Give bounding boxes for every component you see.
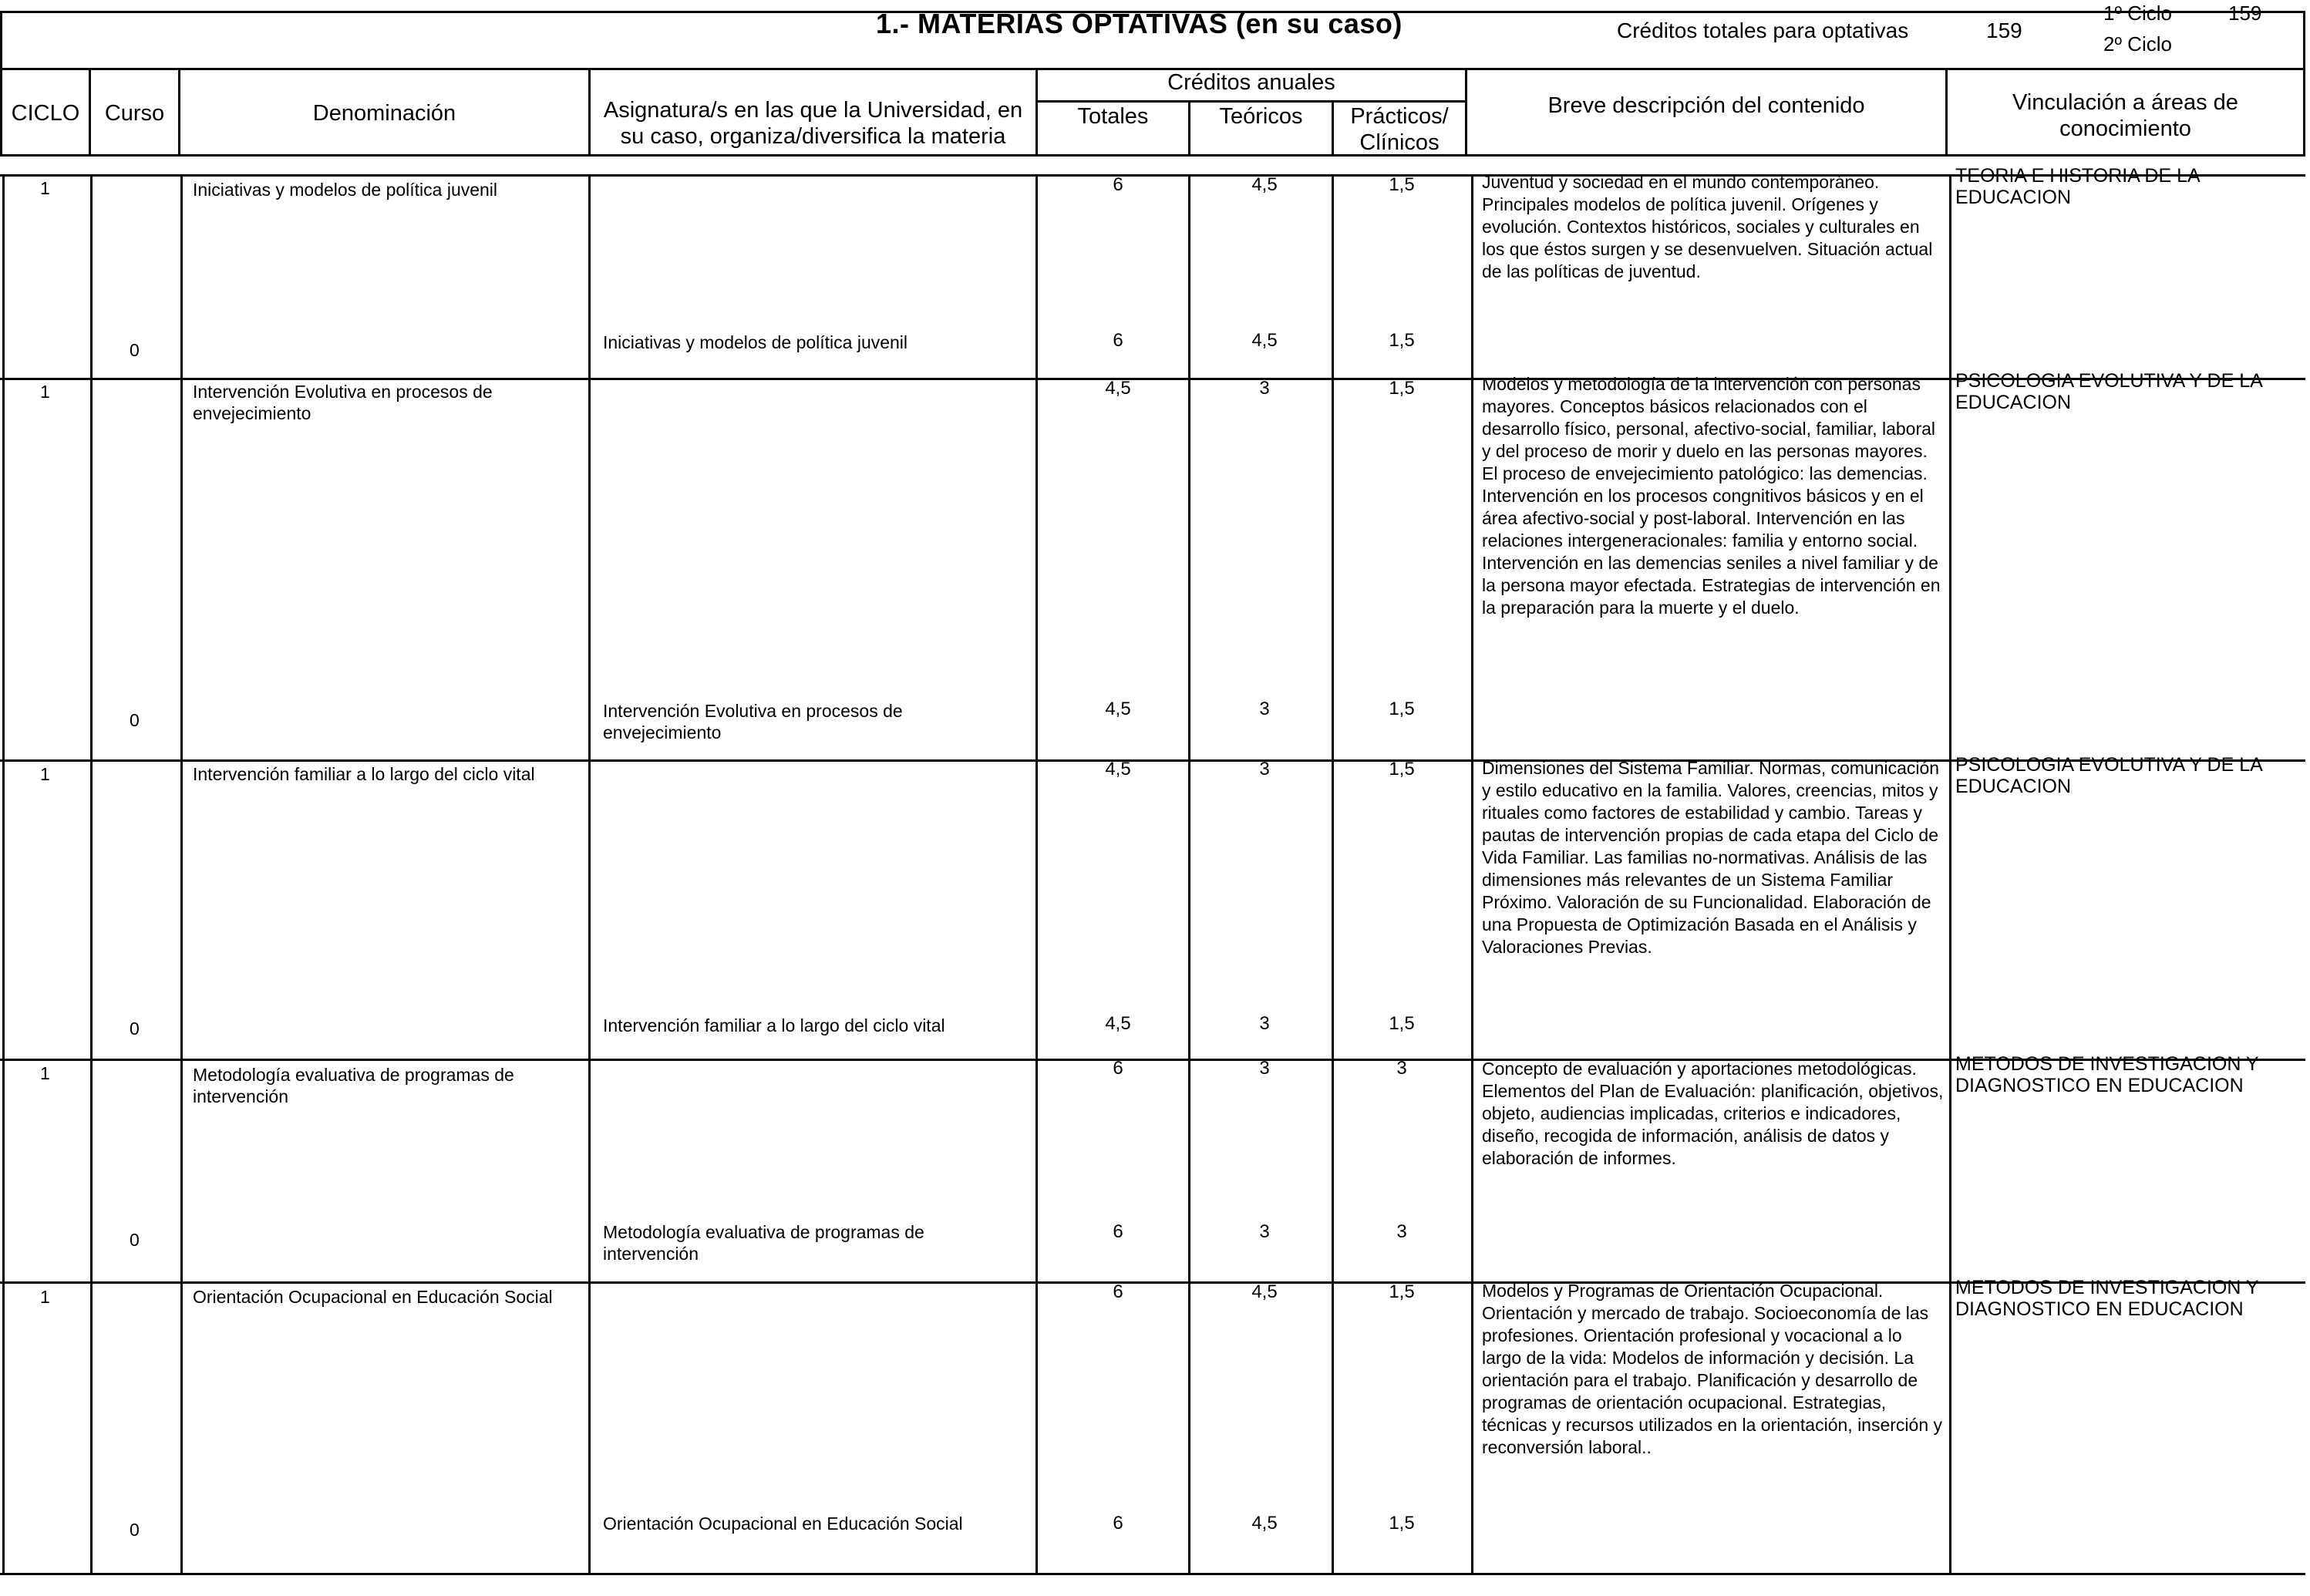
row-teoricos: 3 — [1259, 1013, 1270, 1034]
row-ciclo: 1 — [40, 1063, 50, 1083]
row-ciclo: 1 — [40, 1287, 50, 1307]
row-teoricos-top: 4,5 — [1251, 174, 1278, 195]
row-teoricos-top: 3 — [1259, 759, 1270, 779]
column-header-vinculacion: Vinculación a áreas de conocimiento — [2012, 90, 2238, 141]
row-totales: 6 — [1113, 1221, 1123, 1242]
row-descripcion: Juventud y sociedad en el mundo contemporáneo. Principales modelos de política juvenil. Orígenes y evolución. Contextos históricos, sociales y culturales en los que éstos surgen y se desenvuelven. Situación actual de las políticas de juventud. — [1482, 172, 1933, 281]
row-curso: 0 — [130, 1230, 140, 1250]
row-asignatura: Intervención Evolutiva en procesos de envejecimiento — [603, 701, 903, 742]
row-practicos: 1,5 — [1389, 330, 1415, 351]
row-practicos: 1,5 — [1389, 699, 1415, 719]
row-practicos-top: 1,5 — [1389, 174, 1415, 195]
row-denominacion: Intervención familiar a lo largo del ciclo vital — [193, 764, 535, 784]
row-teoricos: 4,5 — [1251, 330, 1278, 351]
column-header-denominacion: Denominación — [312, 101, 456, 126]
row-totales-top: 6 — [1113, 1281, 1123, 1302]
row-practicos-top: 1,5 — [1389, 1281, 1415, 1302]
row-denominacion: Metodología evaluativa de programas de intervención — [193, 1065, 514, 1106]
document-title: 1.- MATERIAS OPTATIVAS (en su caso) — [876, 8, 1402, 39]
row-area: PSICOLOGIA EVOLUTIVA Y DE LA EDUCACION — [1955, 370, 2262, 413]
row-descripcion: Modelos y metodología de la intervención con personas mayores. Conceptos básicos relacionados con el desarrollo físico, personal, afectivo-social, familiar, laboral y del proceso de morir y duelo en las personas mayores. El proceso de envejecimiento patológico: las demencias. Intervención en los procesos congnitivos básicos y en el área afectivo-social y post-laboral. Intervención en las relaciones intergeneracionales: familia y entorno social. Intervención en las demencias seniles a nivel familiar y de la persona mayor efectada. Estrategias de intervención en la preparación para la muerte y el duelo. — [1482, 374, 1941, 618]
row-teoricos: 4,5 — [1251, 1513, 1278, 1534]
column-header-creditos-anuales: Créditos anuales — [1167, 70, 1335, 95]
row-area: METODOS DE INVESTIGACION Y DIAGNOSTICO EN EDUCACION — [1955, 1277, 2259, 1320]
row-totales-top: 6 — [1113, 174, 1123, 195]
row-teoricos-top: 4,5 — [1251, 1281, 1278, 1302]
row-asignatura: Intervención familiar a lo largo del ciclo vital — [603, 1015, 945, 1035]
row-totales: 4,5 — [1105, 699, 1131, 719]
row-curso: 0 — [130, 1520, 140, 1540]
row-curso: 0 — [130, 710, 140, 730]
ciclo1-value: 159 — [2228, 2, 2262, 25]
row-practicos-top: 1,5 — [1389, 378, 1415, 399]
row-denominacion: Iniciativas y modelos de política juvenil — [193, 180, 498, 200]
ciclo1-label: 1º Ciclo — [2103, 2, 2172, 25]
row-practicos-top: 1,5 — [1389, 759, 1415, 779]
creditos-label: Créditos totales para optativas — [1617, 19, 1909, 42]
row-teoricos: 3 — [1259, 1221, 1270, 1242]
column-header-descripcion: Breve descripción del contenido — [1547, 93, 1865, 118]
column-header-practicos: Prácticos/ Clínicos — [1350, 104, 1449, 155]
row-teoricos-top: 3 — [1259, 378, 1270, 399]
row-area: PSICOLOGIA EVOLUTIVA Y DE LA EDUCACION — [1955, 754, 2262, 797]
row-descripcion: Modelos y Programas de Orientación Ocupacional. Orientación y mercado de trabajo. Socioeconomía de las profesiones. Orientación profesional y vocacional a lo largo de la vida: Modelos de información y decisión. La orientación para el trabajo. Planificación y desarrollo de programas de orientación ocupacional. Estrategias, técnicas y recursos utilizados en la orientación, inserción y reconversión laboral.. — [1482, 1281, 1943, 1457]
row-teoricos-top: 3 — [1259, 1058, 1270, 1079]
column-header-curso: Curso — [104, 101, 165, 126]
row-curso: 0 — [130, 340, 140, 360]
row-denominacion: Orientación Ocupacional en Educación Social — [193, 1287, 553, 1307]
row-teoricos: 3 — [1259, 699, 1270, 719]
row-area: METODOS DE INVESTIGACION Y DIAGNOSTICO EN EDUCACION — [1955, 1053, 2259, 1096]
row-ciclo: 1 — [40, 764, 50, 784]
row-totales-top: 4,5 — [1105, 378, 1131, 399]
row-totales: 4,5 — [1105, 1013, 1131, 1034]
row-practicos: 1,5 — [1389, 1013, 1415, 1034]
row-totales: 6 — [1113, 330, 1123, 351]
row-totales-top: 6 — [1113, 1058, 1123, 1079]
column-header-ciclo: CICLO — [11, 101, 80, 126]
column-header-teoricos: Teóricos — [1219, 104, 1303, 129]
ciclo2-label: 2º Ciclo — [2103, 32, 2172, 56]
row-denominacion: Intervención Evolutiva en procesos de envejecimiento — [193, 382, 493, 423]
row-practicos: 3 — [1396, 1221, 1407, 1242]
column-header-asignaturas: Asignatura/s en las que la Universidad, en su caso, organiza/diversifica la materia — [603, 98, 1023, 149]
row-practicos: 1,5 — [1389, 1513, 1415, 1534]
row-practicos-top: 3 — [1396, 1058, 1407, 1079]
row-descripcion: Concepto de evaluación y aportaciones metodológicas. Elementos del Plan de Evaluación: planificación, objetivos, objeto, audiencias implicadas, criterios e indicadores, diseño, recogida de información, análisis de datos y elaboración de informes. — [1482, 1059, 1944, 1168]
row-asignatura: Iniciativas y modelos de política juvenil — [603, 332, 908, 352]
column-header-totales: Totales — [1077, 104, 1149, 129]
row-totales-top: 4,5 — [1105, 759, 1131, 779]
row-totales: 6 — [1113, 1513, 1123, 1534]
row-asignatura: Metodología evaluativa de programas de intervención — [603, 1222, 924, 1264]
row-ciclo: 1 — [40, 178, 50, 198]
row-descripcion: Dimensiones del Sistema Familiar. Normas, comunicación y estilo educativo en la familia. Valores, creencias, mitos y rituales como factores de estabilidad y cambio. Tareas y pautas de intervención propias de cada etapa del Ciclo de Vida Familiar. Las familias no-normativas. Análisis de las dimensiones más relevantes de un Sistema Familiar Próximo. Valoración de su Funcionalidad. Elaboración de una Propuesta de Optimización Basada en el Análisis y Valoraciones Previas. — [1482, 758, 1940, 957]
row-ciclo: 1 — [40, 382, 50, 402]
row-asignatura: Orientación Ocupacional en Educación Social — [603, 1514, 963, 1534]
creditos-value: 159 — [1986, 19, 2022, 42]
row-area: TEORIA E HISTORIA DE LA EDUCACION — [1955, 165, 2200, 208]
row-curso: 0 — [130, 1019, 140, 1039]
